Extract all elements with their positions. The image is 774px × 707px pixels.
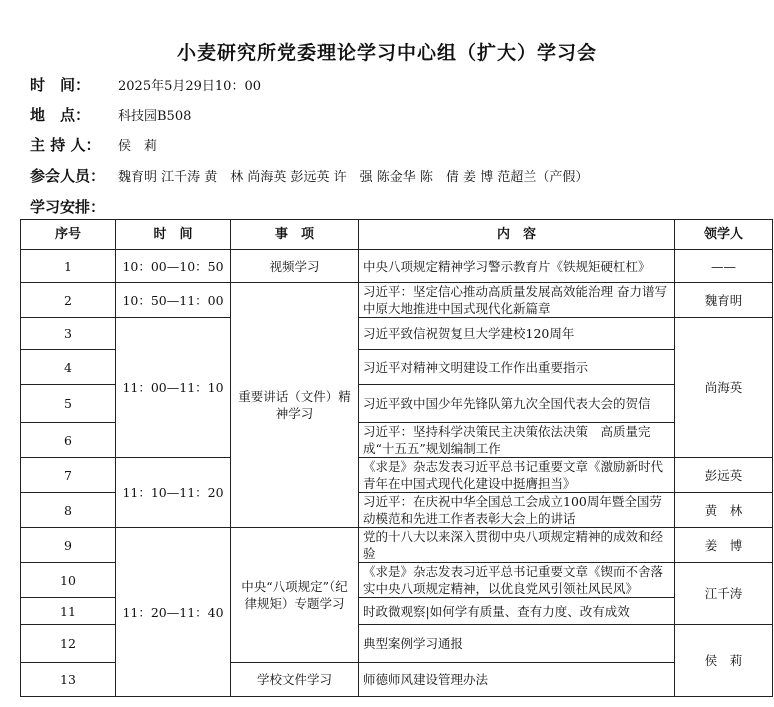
header-content: 内 容 <box>359 220 675 250</box>
table-row <box>21 528 773 563</box>
table-row <box>21 458 773 493</box>
content-cell: 习近平对精神文明建设工作作出重要指示 <box>359 350 675 385</box>
table-header-row <box>21 220 773 250</box>
leader-cell: 姜 博 <box>675 528 773 563</box>
content-cell: 师德师风建设管理办法 <box>359 663 675 697</box>
row-no: 7 <box>21 458 116 493</box>
leader-cell: 彭远英 <box>675 458 773 493</box>
meta-time <box>30 72 261 96</box>
leader-cell: 侯 莉 <box>675 625 773 697</box>
table-row <box>21 318 773 350</box>
place-label: 地 点： <box>30 105 91 124</box>
item-cell: 中央“八项规定”（纪律规矩）专题学习 <box>231 528 359 663</box>
row-no: 1 <box>21 250 116 283</box>
row-no: 13 <box>21 663 116 697</box>
content-cell: 习近平致中国少年先锋队第九次全国代表大会的贺信 <box>359 385 675 423</box>
header-time: 时 间 <box>116 220 231 250</box>
meta-attendees <box>30 163 588 187</box>
host-value: 侯 莉 <box>118 138 158 154</box>
row-no: 3 <box>21 318 116 350</box>
leader-cell: 尚海英 <box>675 318 773 458</box>
content-cell: 习近平：坚定信心推动高质量发展高效能治理 奋力谱写中原大地推进中国式现代化新篇章 <box>359 283 675 318</box>
content-cell: 习近平：在庆祝中华全国总工会成立100周年暨全国劳动模范和先进工作者表彰大会上的讲话 <box>359 493 675 528</box>
table-row <box>21 250 773 283</box>
content-cell: 《求是》杂志发表习近平总书记重要文章《锲而不舍落实中央八项规定精神，以优良党风引领社风民风》 <box>359 563 675 598</box>
time-value: 2025年5月29日10：00 <box>118 78 261 94</box>
row-no: 11 <box>21 598 116 625</box>
time-cell: 11：00—11：10 <box>116 318 231 458</box>
content-cell: 典型案例学习通报 <box>359 625 675 663</box>
leader-cell: 黄 林 <box>675 493 773 528</box>
attendees-label: 参会人员： <box>30 166 106 185</box>
row-no: 10 <box>21 563 116 598</box>
header-leader: 领学人 <box>675 220 773 250</box>
content-cell: 党的十八大以来深入贯彻中央八项规定精神的成效和经验 <box>359 528 675 563</box>
leader-cell: 江千涛 <box>675 563 773 625</box>
content-cell: 中央八项规定精神学习警示教育片《铁规矩硬杠杠》 <box>359 250 675 283</box>
meta-host <box>30 132 157 156</box>
time-label: 时 间： <box>30 75 91 94</box>
content-cell: 时政微观察|如何学有质量、查有力度、改有成效 <box>359 598 675 625</box>
row-no: 4 <box>21 350 116 385</box>
attendees-value: 魏育明 江千涛 黄 林 尚海英 彭远英 许 强 陈金华 陈 倩 姜 博 范超兰（产假） <box>118 169 589 185</box>
row-no: 2 <box>21 283 116 318</box>
leader-cell: 魏育明 <box>675 283 773 318</box>
item-cell: 视频学习 <box>231 250 359 283</box>
row-no: 12 <box>21 625 116 663</box>
content-cell: 习近平：坚持科学决策民主决策依法决策 高质量完成“十五五”规划编制工作 <box>359 423 675 458</box>
row-no: 9 <box>21 528 116 563</box>
item-cell: 重要讲话（文件）精神学习 <box>231 283 359 528</box>
content-cell: 习近平致信祝贺复旦大学建校120周年 <box>359 318 675 350</box>
meta-place <box>30 102 191 126</box>
header-no: 序号 <box>21 220 116 250</box>
item-cell: 学校文件学习 <box>231 663 359 697</box>
row-no: 5 <box>21 385 116 423</box>
schedule-table <box>20 219 773 697</box>
header-item: 事 项 <box>231 220 359 250</box>
time-cell: 10：00—10：50 <box>116 250 231 283</box>
time-cell: 11：10—11：20 <box>116 458 231 528</box>
row-no: 6 <box>21 423 116 458</box>
leader-cell: —— <box>675 250 773 283</box>
place-value: 科技园B508 <box>118 108 192 124</box>
content-cell: 《求是》杂志发表习近平总书记重要文章《激励新时代青年在中国式现代化建设中挺膺担当》 <box>359 458 675 493</box>
time-cell: 11：20—11：40 <box>116 528 231 697</box>
document-title: 小麦研究所党委理论学习中心组（扩大）学习会 <box>176 42 597 64</box>
schedule-label: 学习安排： <box>30 198 106 216</box>
host-label: 主 持 人： <box>30 135 101 154</box>
row-no: 8 <box>21 493 116 528</box>
table-row <box>21 283 773 318</box>
time-cell: 10：50—11：00 <box>116 283 231 318</box>
